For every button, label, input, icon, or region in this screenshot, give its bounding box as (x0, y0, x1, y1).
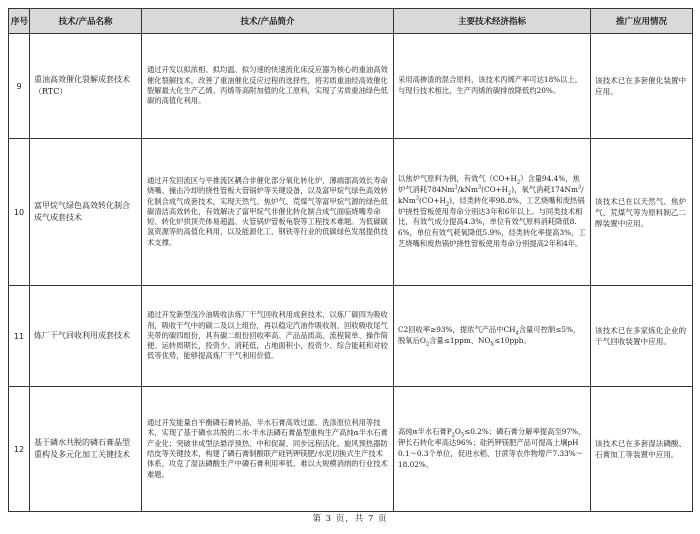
row-name: 重油高效催化裂解成套技术（RTC） (30, 34, 142, 139)
row-index: 9 (9, 34, 30, 139)
row-application: 该技术已在多套催化装置中应用。 (591, 34, 693, 139)
row-name: 基于磷水共脱的磷石膏晶型重构及多元化加工关键技术 (30, 387, 142, 512)
metric-subscript: 5 (460, 432, 465, 439)
header-metrics: 主要技术经济指标 (394, 9, 591, 34)
metric-subscript: 2 (445, 201, 450, 208)
row-metrics (394, 286, 591, 387)
table-row (9, 34, 693, 139)
row-metrics (394, 387, 591, 512)
metric-text: (CO+H (419, 195, 446, 205)
row-application: 该技术已在多家炼化企业的干气回收装置中应用。 (591, 286, 693, 387)
row-application: 该技术已在多套湿法磷酸、石膏加工等装置中应用。 (591, 387, 693, 512)
row-intro: 通过开发新型浅冷油吸收法炼厂干气回收利用成套技术，以炼厂碳四为吸收剂，吸收干气中的碳二及以上组份，再以稳定汽油作吸收剂，回收吸收尾气夹带的碳四组份，具有碳二组份回收率高、产品品质高、流程简单、操作简便、运转周期长，投资少、消耗低，占地面积小，投资少、综合能耗和对较低等优势，能够提高炼厂干气利用价值。 (142, 286, 394, 387)
document-sheet (8, 8, 692, 512)
metric-superscript: 3 (577, 184, 582, 191)
metric-text: 含量可控制≤5%，脱氧后O (398, 325, 581, 345)
row-index: 12 (9, 387, 30, 512)
metric-text: /kNm (398, 185, 584, 205)
header-index: 序号 (9, 9, 30, 34)
row-name: 炼厂干气回收利用成套技术 (30, 286, 142, 387)
metric-text: /kNm (457, 185, 478, 194)
header-name: 技术/产品名称 (30, 9, 142, 34)
metric-text: 以焦炉气原料为例，有效气（CO+H (398, 174, 517, 184)
table-row (9, 139, 693, 286)
metric-subscript: X (490, 341, 495, 348)
metric-text: C2回收率≥93%，提浓气产品中CH (398, 325, 516, 335)
metric-text: )，氧气消耗174Nm (511, 185, 578, 194)
table-row (9, 387, 693, 512)
metric-text: 含量≤1ppm、NO (429, 336, 491, 345)
metric-text: ≤0.2%；磷石膏分解率提高至97%，钾长石转化率高达96%；硅钙钾镁肥产品可提高土壤pH 0.1～0.3个单位，促进水稻、甘蔗等农作物增产7.33%～18.02%。 (398, 427, 586, 469)
metric-superscript: 3 (477, 184, 482, 191)
metric-text: )，烃类转化率98.8%，工艺烧嘴和废热锅炉挠性管板使用寿命分别达3年和6年以上。与同类技术相比，有效气成分提高4.3%，单位有效气原料消耗降低8.6%，单位有效气耗氧降低5.9%，烃类转化率提高3%，工艺烧嘴和废热锅炉挠性管板使用寿命分别提高2年和4年。 (398, 195, 586, 248)
metric-text: (CO+H (481, 185, 509, 194)
table-header-row (9, 9, 693, 34)
metric-subscript: 2 (425, 341, 430, 348)
row-index: 10 (9, 139, 30, 286)
header-application: 推广应用情况 (591, 9, 693, 34)
technology-table (8, 8, 693, 512)
table-row (9, 286, 693, 387)
row-intro: 通过开发回流区与平推流区耦合非催化部分氧化转化炉、薄端部高效长寿命烧嘴、撞击冷却的挠性管板大管锅炉等关键设备，以及富甲烷气绿色高效转化制合成气成套技术，实现天然气、焦炉气、荒煤气等富甲烷气源的绿色低碳清洁高效转化，有效解决了富甲烷气非催化转化制合成气面临烧嘴寿命短、转化炉拱顶壳体易超温、火管锅炉管板龟裂等工程技术难题。为低碳碳氢资源等的高值化利用，以及能源化工、钢铁等行业的低碳绿色发展提供技术支撑。 (142, 139, 394, 286)
metric-text: O (454, 427, 461, 437)
row-intro: 通过开发以拟浓相、拟均温、拟匀速的快速流化床反应器为核心的重油高效催化裂解技术，改善了重油催化反应过程的选择性，将劣质重油经高效催化裂解最大化生产乙烯、丙烯等高附加值的化工原料，实现了劣质重油绿色低碳的高值化利用。 (142, 34, 394, 139)
page-footer: 第 3 页，共 7 页 (312, 514, 388, 524)
metric-text: ≤10ppb。 (494, 336, 531, 345)
metric-subscript: 2 (516, 179, 521, 186)
row-intro: 通过开发能量自平衡磷石膏转晶、半水石膏高效过滤、洗涤原位利用等技术，实现了基于磷水共脱的二水-半水法磷石膏晶型重构生产高纯α半水石膏产业化；突破非成型法悬浮预热、中和促凝、同步远程活化、旋风预热器防结皮等关键技术，构建了磷石膏制酸联产硅钙钾镁肥/水泥切换式生产技术体系，攻克了湿法磷酸生产中磷石膏利用率低、难以大规模消纳的行业技术难题。 (142, 387, 394, 512)
row-name: 富甲烷气绿色高效转化制合成气成套技术 (30, 139, 142, 286)
metric-superscript: 3 (454, 184, 458, 191)
metric-text: ）含量94.4%，焦炉气消耗784Nm (398, 174, 580, 194)
metric-subscript: 2 (451, 432, 455, 439)
metric-subscript: 2 (508, 190, 512, 197)
metric-subscript: 4 (515, 330, 519, 337)
header-intro: 技术/产品简介 (142, 9, 394, 34)
row-application: 该技术已在以天然气、焦炉气、荒煤气等为原料制乙二醇装置中应用。 (591, 139, 693, 286)
metric-text: 高纯α半水石膏P (398, 427, 452, 437)
row-metrics (394, 139, 591, 286)
metric-superscript: 3 (415, 195, 419, 202)
row-index: 11 (9, 286, 30, 387)
row-metrics: 采用高掺渣的混合原料，该技术丙烯产率可达18%以上，与现行技术相比，生产丙烯的碳排放降低约20%。 (394, 34, 591, 139)
